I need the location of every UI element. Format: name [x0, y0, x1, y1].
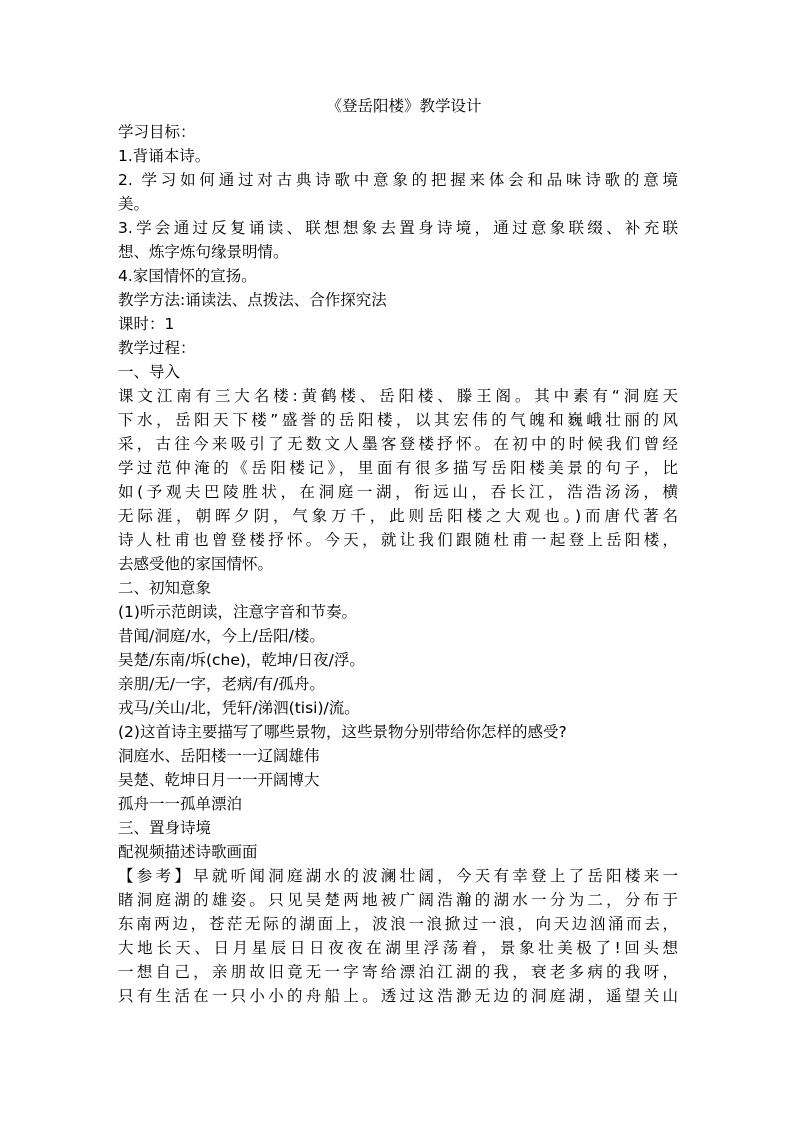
reference-line: 大地长天、日月星辰日日夜夜在湖里浮荡着，景象壮美极了!回头想 [118, 939, 678, 957]
objective-2-line: 美。 [118, 195, 150, 213]
intro-line: 学过范仲淹的《岳阳楼记》，里面有很多描写岳阳楼美景的句子，比 [118, 459, 678, 477]
task-1: (1)听示范朗读，注意字音和节奏。 [118, 603, 357, 621]
class-hours: 课时：1 [118, 315, 175, 333]
reference-line: 只有生活在一只小小的舟船上。透过这浩渺无边的洞庭湖，遥望关山 [118, 987, 678, 1005]
section-heading: 一、导入 [118, 363, 181, 381]
objective-3-line: 想、炼字炼句缘景明情。 [118, 243, 289, 261]
document-title: 《登岳阳楼》教学设计 [326, 97, 482, 115]
imagery-line: 洞庭水、岳阳楼一一辽阔雄伟 [118, 747, 320, 765]
intro-line: 去感受他的家国情怀。 [118, 555, 274, 573]
poem-line: 亲朋/无/一字，老病/有/孤舟。 [118, 675, 325, 693]
intro-line: 无际涯，朝晖夕阴，气象万千，此则岳阳楼之大观也。)而唐代著名 [118, 507, 678, 525]
poem-line: 吴楚/东南/坼(che)，乾坤/日夜/浮。 [118, 651, 365, 669]
section-heading: 三、置身诗境 [118, 819, 212, 837]
objectives-heading: 学习目标： [118, 123, 196, 141]
objective-1: 1.背诵本诗。 [118, 147, 211, 165]
imagery-line: 吴楚、乾坤日月一一开阔博大 [118, 771, 320, 789]
section-heading: 二、初知意象 [118, 579, 212, 597]
process-heading: 教学过程： [118, 339, 196, 357]
objective-4: 4.家国情怀的宣扬。 [118, 267, 257, 285]
intro-line: 下水，岳阳天下楼”盛誉的岳阳楼，以其宏伟的气魄和巍峨壮丽的风 [118, 411, 678, 429]
intro-paragraph [118, 384, 678, 576]
reference-paragraph [118, 864, 678, 1008]
reference-line: 【参考】早就听闻洞庭湖水的波澜壮阔，今天有幸登上了岳阳楼来一 [118, 867, 678, 885]
reference-line: 东南两边，苍茫无际的湖面上，波浪一浪掀过一浪，向天边汹涌而去， [118, 915, 678, 933]
objective-3 [118, 216, 678, 264]
objective-2 [118, 168, 678, 216]
poem-line: 戎马/关山/北，凭轩/涕泗(tisi)/流。 [118, 699, 360, 717]
video-task: 配视频描述诗歌画面 [118, 843, 258, 861]
imagery-line: 孤舟一一孤单漂泊 [118, 795, 243, 813]
intro-line: 采，古往今来吸引了无数文人墨客登楼抒怀。在初中的时候我们曾经 [118, 435, 678, 453]
teaching-method: 教学方法:诵读法、点拨法、合作探究法 [118, 291, 387, 309]
reference-line: 一想自己，亲朋故旧竟无一字寄给漂泊江湖的我，衰老多病的我呀， [118, 963, 678, 981]
objective-2-line: 2. 学习如何通过对古典诗歌中意象的把握来体会和品味诗歌的意境 [118, 171, 678, 189]
intro-line: 如(予观夫巴陵胜状，在洞庭一湖，衔远山，吞长江，浩浩汤汤，横 [118, 483, 678, 501]
reference-line: 睹洞庭湖的雄姿。只见吴楚两地被广阔浩瀚的湖水一分为二，分布于 [118, 891, 678, 909]
objective-3-line: 3.学会通过反复诵读、联想想象去置身诗境，通过意象联缀、补充联 [118, 219, 678, 237]
task-2: (2)这首诗主要描写了哪些景物，这些景物分别带给你怎样的感受? [118, 723, 567, 741]
poem-line: 昔闻/洞庭/水，今上/岳阳/楼。 [118, 627, 325, 645]
intro-line: 课文江南有三大名楼:黄鹤楼、岳阳楼、滕王阁。其中素有“洞庭天 [118, 387, 678, 405]
intro-line: 诗人杜甫也曾登楼抒怀。今天，就让我们跟随杜甫一起登上岳阳楼， [118, 531, 678, 549]
document-page [118, 94, 678, 1008]
